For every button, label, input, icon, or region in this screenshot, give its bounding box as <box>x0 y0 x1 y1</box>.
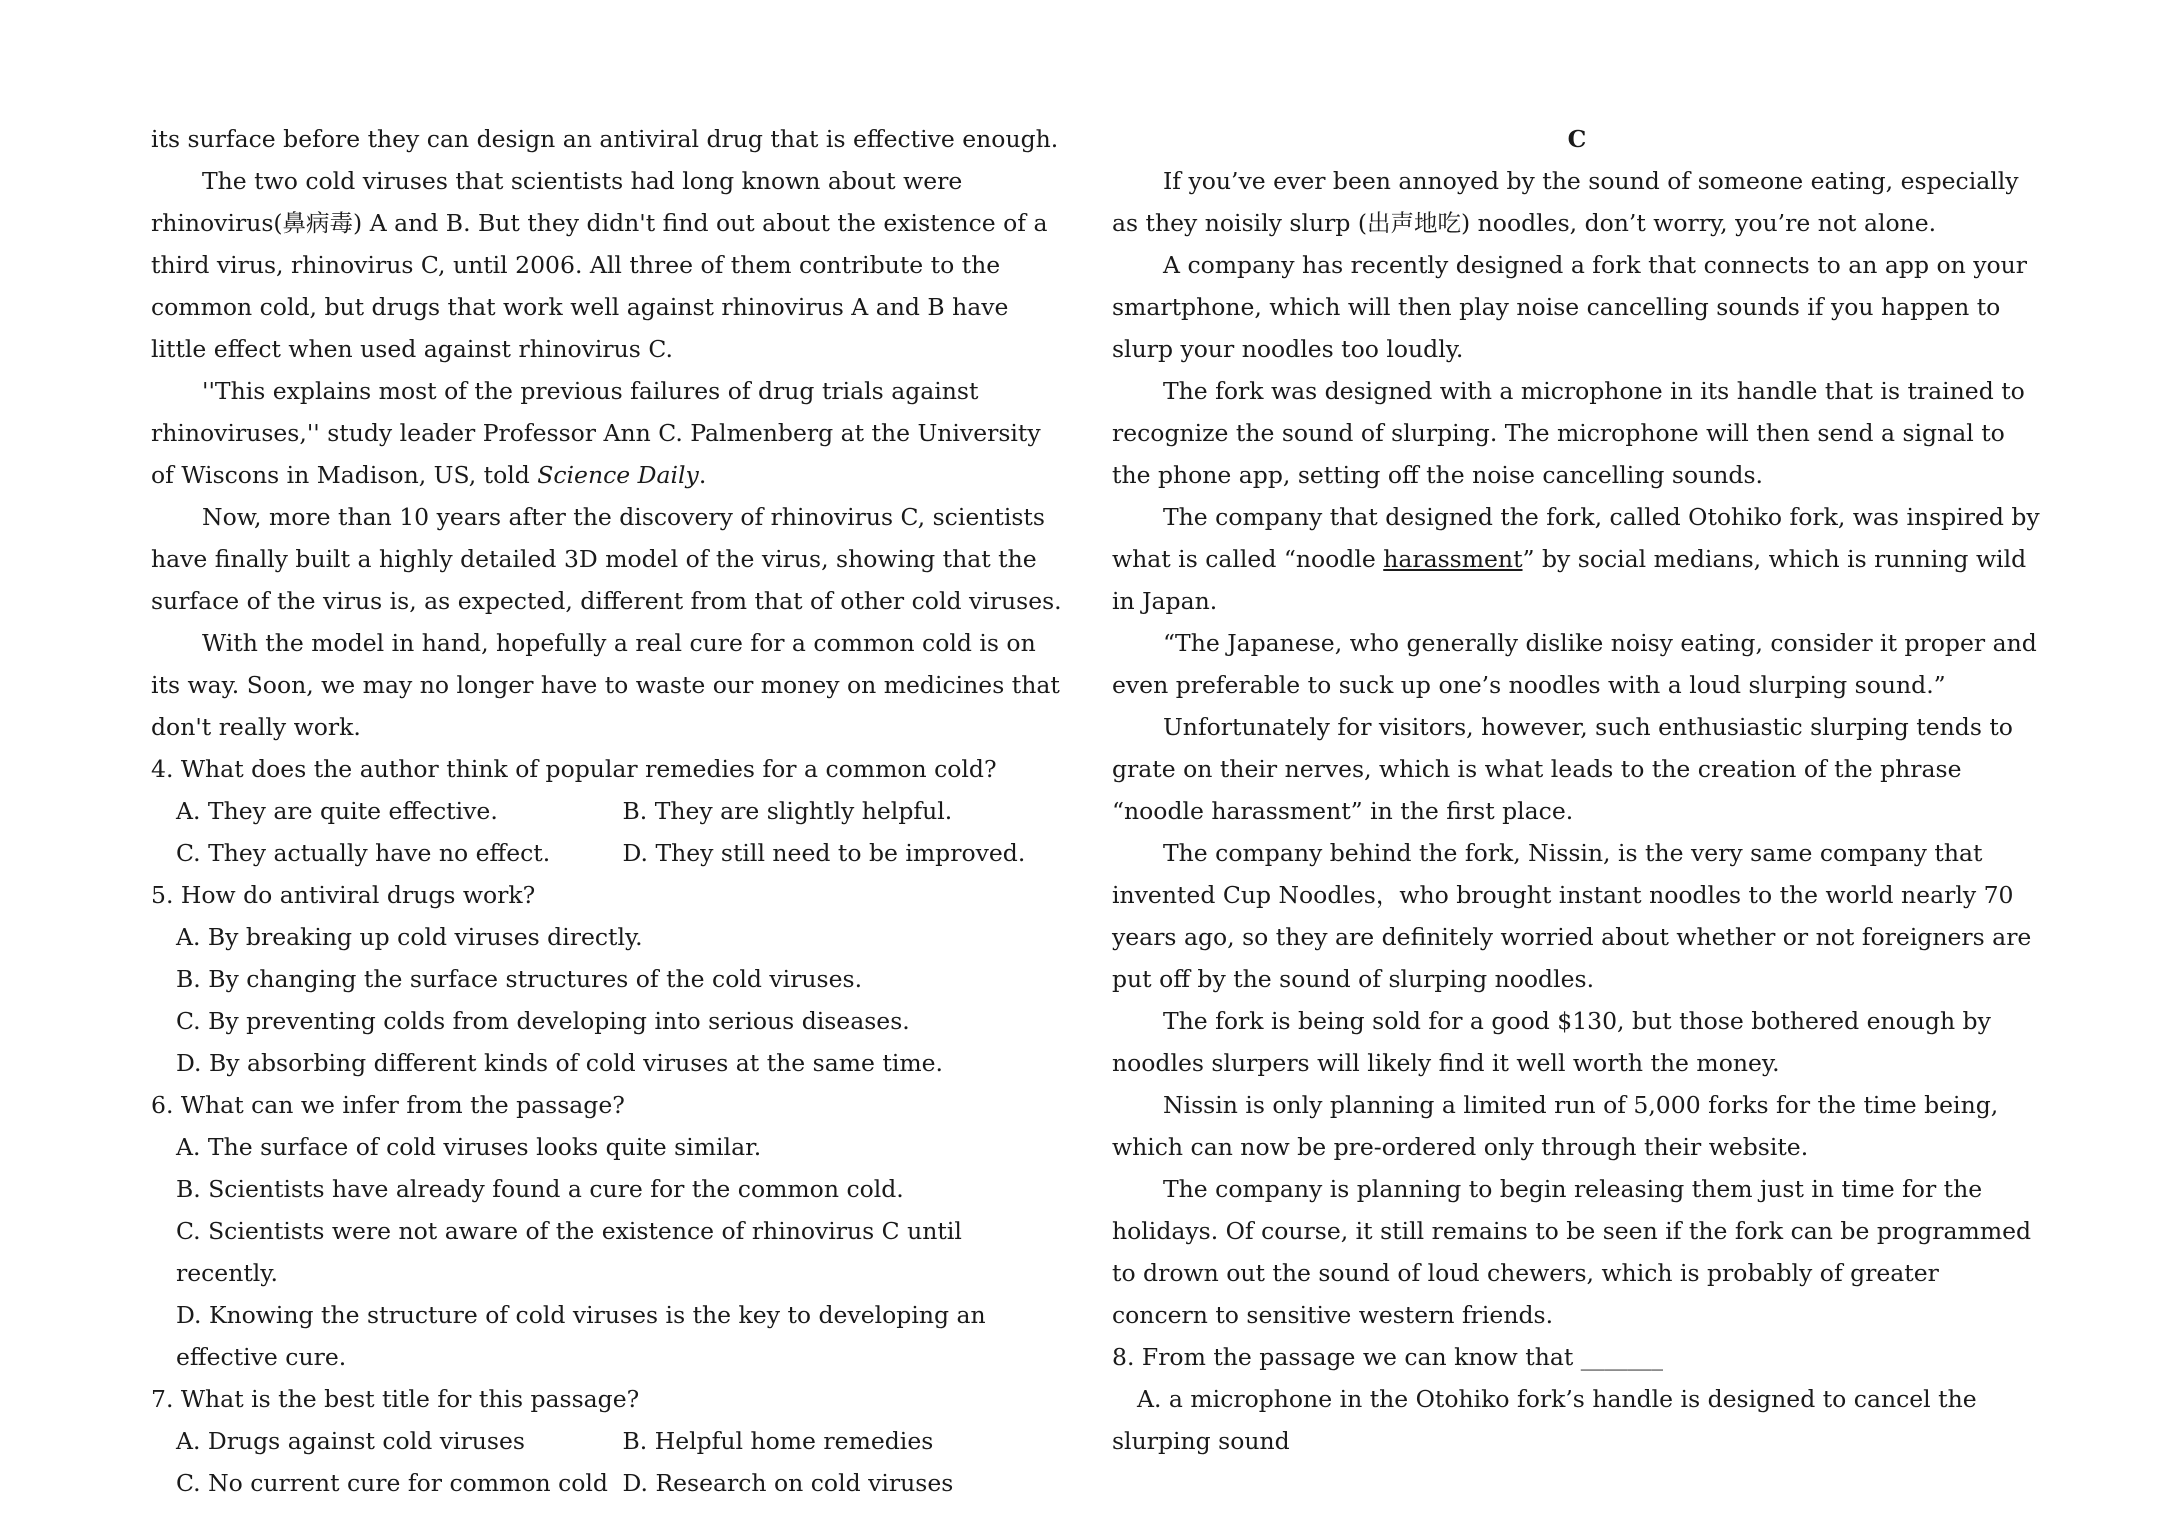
question-stem: 4. What does the author think of popular remedies for a common cold? <box>151 755 997 783</box>
passage-paragraph: “The Japanese, who generally dislike noisy eating, consider it proper and even preferable to suck up one’s noodles with a loud slurping sound.” <box>1112 629 2037 699</box>
passage-paragraph: The fork is being sold for a good $130, but those bothered enough by noodles slurpers will likely find it well worth the money. <box>1112 1007 1991 1077</box>
question-5 <box>151 874 1069 1084</box>
left-column <box>151 118 1069 1504</box>
option-a: A. a microphone in the Otohiko fork’s handle is designed to cancel the slurping sound <box>1112 1385 1977 1455</box>
option-b: B. By changing the surface structures of the cold viruses. <box>176 965 863 993</box>
option-c: C. By preventing colds from developing into serious diseases. <box>176 1007 910 1035</box>
question-6 <box>151 1084 1069 1378</box>
option-d: D. By absorbing different kinds of cold viruses at the same time. <box>176 1049 944 1077</box>
question-stem: 5. How do antiviral drugs work? <box>151 881 536 909</box>
passage-paragraph: The company is planning to begin releasing them just in time for the holidays. Of course, it still remains to be seen if the fork can be programmed to drown out the sound of loud chewers, which is probably of greater concern to sensitive western friends. <box>1112 1175 2032 1329</box>
passage-paragraph: The fork was designed with a microphone in its handle that is trained to recognize the sound of slurping. The microphone will then send a signal to the phone app, setting off the noise cancelling sounds. <box>1112 377 2025 489</box>
question-stem: 8. From the passage we can know that _______ <box>1112 1343 1664 1371</box>
passage-paragraph: Now, more than 10 years after the discovery of rhinovirus C, scientists have finally built a highly detailed 3D model of the virus, showing that the surface of the virus is, as expected, different from that of other cold viruses. <box>151 503 1062 615</box>
option-d: D. Research on cold viruses <box>622 1469 954 1497</box>
option-a: A. Drugs against cold viruses <box>176 1427 525 1455</box>
question-stem: 7. What is the best title for this passage? <box>151 1385 640 1413</box>
option-d: D. They still need to be improved. <box>622 839 1026 867</box>
source-name: Science Daily <box>537 461 699 489</box>
passage-paragraph: The company behind the fork, Nissin, is the very same company that invented Cup Noodles，who brought instant noodles to the world nearly 70 years ago, so they are definitely worried about whether or not foreigners are put off by the sound of slurping noodles. <box>1112 839 2032 993</box>
passage-paragraph: If you’ve ever been annoyed by the sound of someone eating, especially as they noisily slurp (出声地吃) noodles, don’t worry, you’re not alone. <box>1112 167 2019 237</box>
passage-paragraph: Nissin is only planning a limited run of 5,000 forks for the time being, which can now be pre-ordered only through their website. <box>1112 1091 1999 1161</box>
question-7 <box>151 1378 1069 1504</box>
option-a: A. The surface of cold viruses looks quite similar. <box>176 1133 762 1161</box>
passage-paragraph: With the model in hand, hopefully a real cure for a common cold is on its way. Soon, we may no longer have to waste our money on medicines that don't really work. <box>151 629 1060 741</box>
question-stem: 6. What can we infer from the passage? <box>151 1091 625 1119</box>
passage-paragraph: The two cold viruses that scientists had long known about were rhinovirus(鼻病毒) A and B. But they didn't find out about the existence of a third virus, rhinovirus C, until 2006. All three of them contribute to the common cold, but drugs that work well against rhinovirus A and B have little effect when used against rhinovirus C. <box>151 167 1048 363</box>
option-c: C. No current cure for common cold <box>176 1469 608 1497</box>
question-8 <box>1112 1336 2042 1462</box>
option-b: B. They are slightly helpful. <box>622 797 953 825</box>
passage-paragraph: The company that designed the fork, called Otohiko fork, was inspired by what is called “noodle harassment” by social medians, which is running wild in Japan. <box>1112 503 2040 615</box>
option-b: B. Helpful home remedies <box>622 1427 934 1455</box>
passage-paragraph: ''This explains most of the previous failures of drug trials against rhinoviruses,'' study leader Professor Ann C. Palmenberg at the University of Wiscons in Madison, US, told Science Daily. <box>151 377 1041 489</box>
question-4 <box>151 748 1069 874</box>
option-a: A. They are quite effective. <box>176 797 498 825</box>
right-column <box>1112 118 2042 1462</box>
option-b: B. Scientists have already found a cure for the common cold. <box>176 1175 904 1203</box>
passage-heading: C <box>1567 125 1587 153</box>
passage-paragraph: Unfortunately for visitors, however, such enthusiastic slurping tends to grate on their nerves, which is what leads to the creation of the phrase “noodle harassment” in the first place. <box>1112 713 2013 825</box>
option-d: D. Knowing the structure of cold viruses is the key to developing an effective cure. <box>176 1301 986 1371</box>
passage-continuation: its surface before they can design an antiviral drug that is effective enough. <box>151 125 1059 153</box>
option-c: C. They actually have no effect. <box>176 839 551 867</box>
option-a: A. By breaking up cold viruses directly. <box>176 923 643 951</box>
passage-paragraph: A company has recently designed a fork that connects to an app on your smartphone, which will then play noise cancelling sounds if you happen to slurp your noodles too loudly. <box>1112 251 2028 363</box>
underlined-word: harassment <box>1383 545 1523 573</box>
option-c: C. Scientists were not aware of the existence of rhinovirus C until recently. <box>176 1217 962 1287</box>
